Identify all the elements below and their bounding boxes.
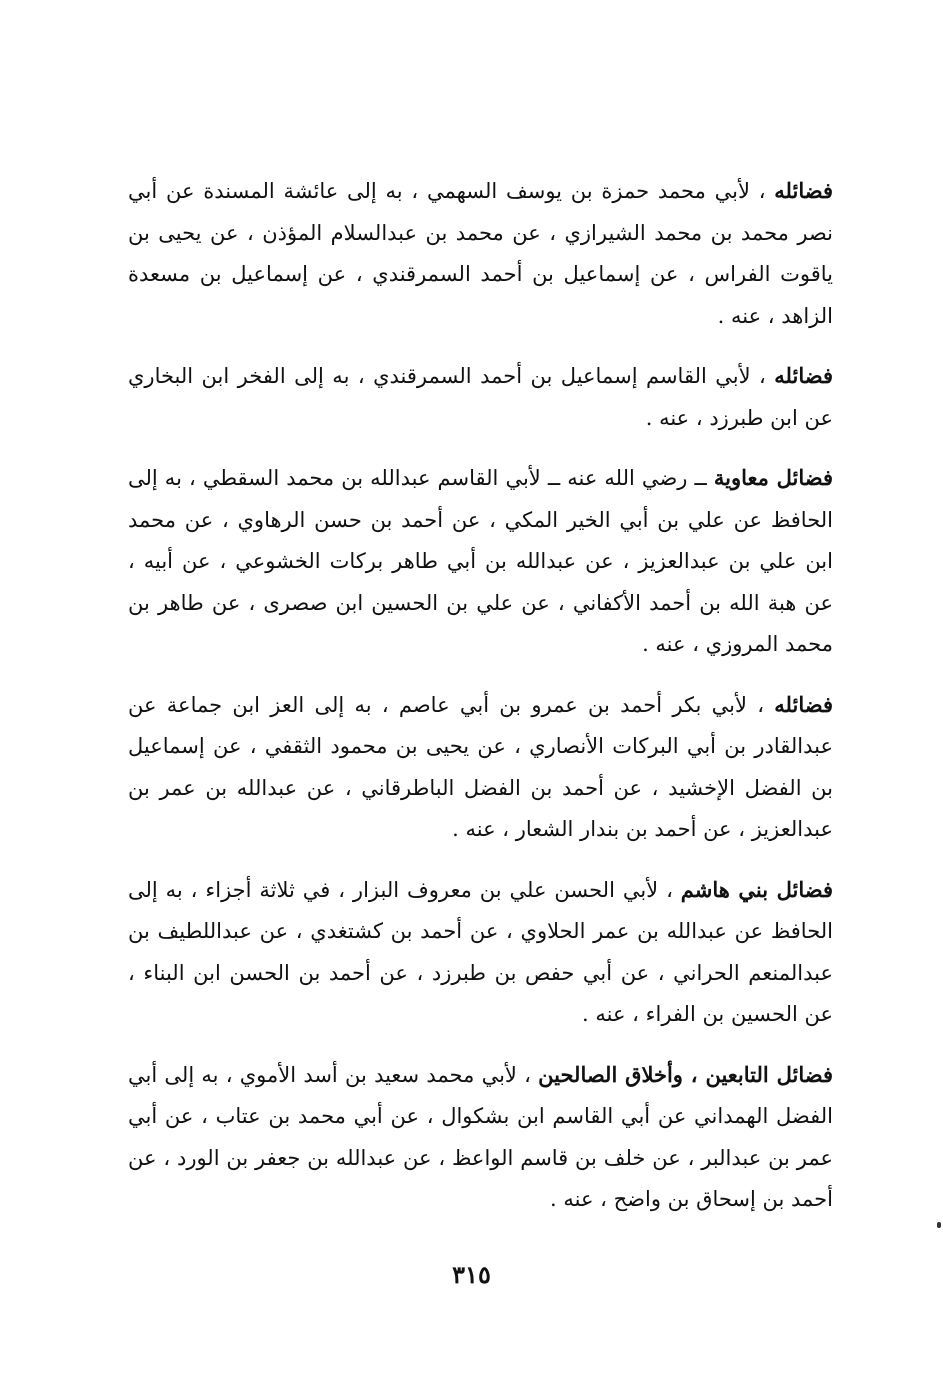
entry-title: فضائل معاوية (713, 465, 833, 490)
entry-body: ، لأبي محمد حمزة بن يوسف السهمي ، به إلى عائشة المسندة عن أبي نصر محمد بن محمد الشيرازي ، عن محمد بن عبدالسلام المؤذن ، عن يحيى بن ياقوت الفراس ، عن إسماعيل بن أحمد السمرقندي ، عن إسماعيل بن مسعدة الزاهد ، عنه . (128, 179, 833, 328)
page-text (128, 170, 833, 1239)
page-number: ٣١٥ (452, 1260, 491, 1289)
scan-edge-mark (937, 1222, 941, 1228)
entry-title: فضائله (774, 363, 833, 388)
entry-fadail-bani-hashim (128, 869, 833, 1036)
entry-fadailuhu-samarqandi (128, 355, 833, 439)
entry-body: ــ رضي الله عنه ــ لأبي القاسم عبدالله بن محمد السقطي ، به إلى الحافظ عن علي بن أبي الخير المكي ، عن أحمد بن حسن الرهاوي ، عن محمد ابن علي بن عبدالعزيز ، عن عبدالله بن أبي طاهر بركات الخشوعي ، عن أبيه ، عن هبة الله بن أحمد الأكفاني ، عن علي بن الحسين ابن صصرى ، عن طاهر بن محمد المروزي ، عنه . (128, 466, 833, 656)
entry-fadailuhu-ibn-abi-asim (128, 684, 833, 851)
entry-body: ، لأبي القاسم إسماعيل بن أحمد السمرقندي ، به إلى الفخر ابن البخاري عن ابن طبرزد ، عنه . (128, 364, 833, 430)
entry-body: ، لأبي بكر أحمد بن عمرو بن أبي عاصم ، به إلى العز ابن جماعة عن عبدالقادر بن أبي البركات الأنصاري ، عن يحيى بن محمود الثقفي ، عن إسماعيل بن الفضل الإخشيد ، عن أحمد بن الفضل الباطرقاني ، عن عبدالله بن عمر بن عبدالعزيز ، عن أحمد بن بندار الشعار ، عنه . (128, 692, 833, 841)
entry-title: فضائل بني هاشم (680, 876, 833, 902)
entry-fadail-al-tabiin (128, 1054, 833, 1221)
entry-title: فضائله (774, 178, 833, 203)
entry-body: ، لأبي محمد سعيد بن أسد الأموي ، به إلى أبي الفضل الهمداني عن أبي القاسم ابن بشكوال ، عن أبي محمد بن عتاب ، عن أبي عمر بن عبدالبر ، عن خلف بن قاسم الواعظ ، عن عبدالله بن جعفر بن الورد ، عن أحمد بن إسحاق بن واضح ، عنه . (128, 1062, 833, 1211)
entry-title: فضائل التابعين ، وأخلاق الصالحين (538, 1061, 833, 1087)
entry-fadail-muawiya (128, 457, 833, 666)
entry-body: ، لأبي الحسن علي بن معروف البزار ، في ثلاثة أجزاء ، به إلى الحافظ عن عبدالله بن عمر الحلاوي ، عن أحمد بن كشتغدي ، عن عبداللطيف بن عبدالمنعم الحراني ، عن أبي حفص بن طبرزد ، عن أحمد بن الحسن ابن البناء ، عن الحسين بن الفراء ، عنه . (128, 877, 833, 1026)
entry-title: فضائله (774, 691, 833, 717)
entry-fadailuhu-hamza-sahmi (128, 170, 833, 337)
